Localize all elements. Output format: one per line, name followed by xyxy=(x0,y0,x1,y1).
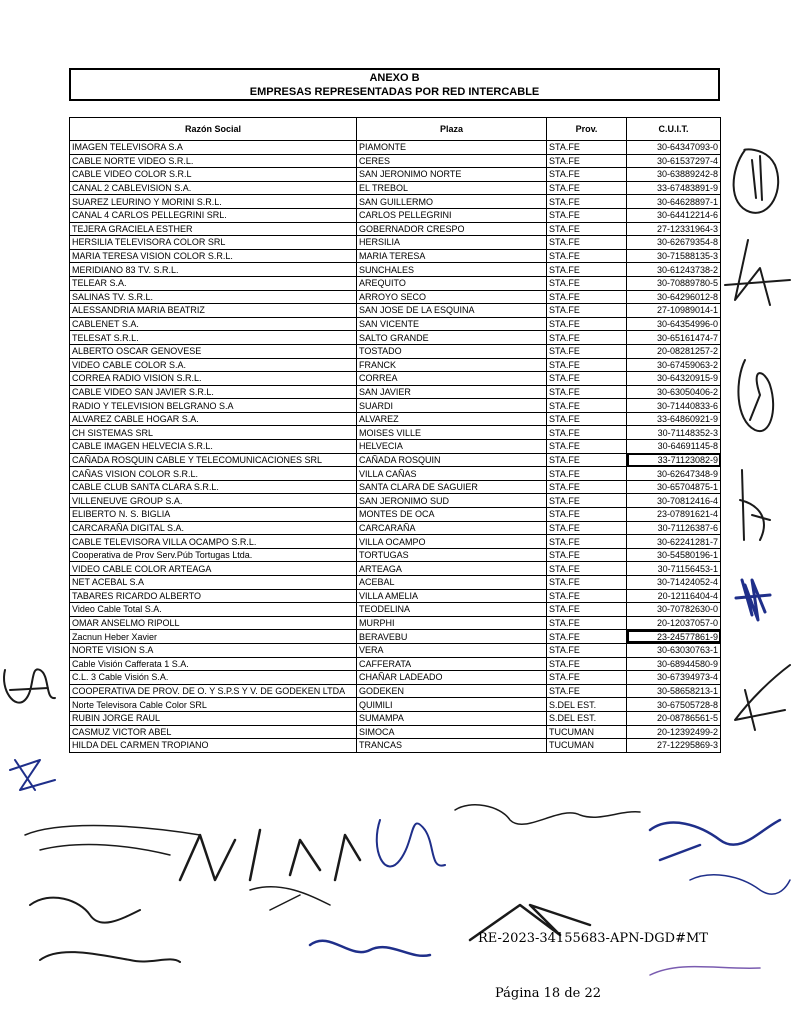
table-row xyxy=(70,548,721,562)
cell-plaza: CAFFERATA xyxy=(357,657,547,671)
table-row xyxy=(70,616,721,630)
cell-prov: STA.FE xyxy=(547,521,627,535)
table-row xyxy=(70,317,721,331)
header-prov: Prov. xyxy=(547,118,627,141)
cell-razon-social: COOPERATIVA DE PROV. DE O. Y S.P.S Y V. DE GODEKEN LTDA xyxy=(70,684,357,698)
cell-plaza: VILLA CAÑAS xyxy=(357,467,547,481)
cell-plaza: AREQUITO xyxy=(357,276,547,290)
cell-razon-social: CARCARAÑA DIGITAL S.A. xyxy=(70,521,357,535)
cell-prov: STA.FE xyxy=(547,412,627,426)
cell-cuit: 30-71148352-3 xyxy=(627,426,721,440)
cell-razon-social: NET ACEBAL S.A xyxy=(70,576,357,590)
cell-prov: STA.FE xyxy=(547,331,627,345)
cell-prov: STA.FE xyxy=(547,249,627,263)
cell-cuit: 30-64412214-6 xyxy=(627,208,721,222)
cell-plaza: CORREA xyxy=(357,372,547,386)
cell-cuit: 30-64347093-0 xyxy=(627,141,721,155)
cell-razon-social: MERIDIANO 83 TV. S.R.L. xyxy=(70,263,357,277)
cell-prov: STA.FE xyxy=(547,168,627,182)
cell-plaza: GOBERNADOR CRESPO xyxy=(357,222,547,236)
table-row xyxy=(70,521,721,535)
cell-prov: STA.FE xyxy=(547,317,627,331)
table-row xyxy=(70,698,721,712)
cell-plaza: CERES xyxy=(357,154,547,168)
cell-razon-social: ALBERTO OSCAR GENOVESE xyxy=(70,344,357,358)
cell-plaza: HELVECIA xyxy=(357,440,547,454)
header-cuit: C.U.I.T. xyxy=(627,118,721,141)
annex-title: ANEXO B xyxy=(369,72,420,84)
cell-cuit: 20-12037057-0 xyxy=(627,616,721,630)
cell-plaza: SALTO GRANDE xyxy=(357,331,547,345)
table-row xyxy=(70,290,721,304)
cell-prov: STA.FE xyxy=(547,399,627,413)
cell-prov: STA.FE xyxy=(547,684,627,698)
cell-razon-social: SUAREZ LEURINO Y MORINI S.R.L. xyxy=(70,195,357,209)
cell-cuit: 20-12392499-2 xyxy=(627,725,721,739)
cell-prov: STA.FE xyxy=(547,426,627,440)
table-row xyxy=(70,141,721,155)
cell-plaza: MONTES DE OCA xyxy=(357,508,547,522)
cell-prov: STA.FE xyxy=(547,657,627,671)
cell-razon-social: CABLE VIDEO SAN JAVIER S.R.L. xyxy=(70,385,357,399)
cell-prov: STA.FE xyxy=(547,385,627,399)
cell-plaza: SUNCHALES xyxy=(357,263,547,277)
cell-razon-social: ELIBERTO N. S. BIGLIA xyxy=(70,508,357,522)
cell-plaza: ACEBAL xyxy=(357,576,547,590)
cell-razon-social: TEJERA GRACIELA ESTHER xyxy=(70,222,357,236)
cell-prov: STA.FE xyxy=(547,453,627,467)
cell-cuit: 33-71123082-9 xyxy=(627,453,721,467)
table-row xyxy=(70,725,721,739)
cell-cuit: 30-62647348-9 xyxy=(627,467,721,481)
signature-bottom-6 xyxy=(30,898,140,923)
table-row xyxy=(70,467,721,481)
table-row xyxy=(70,480,721,494)
table-row xyxy=(70,440,721,454)
cell-prov: STA.FE xyxy=(547,141,627,155)
signature-bottom-2 xyxy=(180,830,360,880)
cell-prov: STA.FE xyxy=(547,154,627,168)
cell-prov: S.DEL EST. xyxy=(547,698,627,712)
cell-prov: STA.FE xyxy=(547,236,627,250)
cell-razon-social: VILLENEUVE GROUP S.A. xyxy=(70,494,357,508)
cell-razon-social: CAÑAS VISION COLOR S.R.L. xyxy=(70,467,357,481)
cell-prov: STA.FE xyxy=(547,603,627,617)
signature-bottom-7 xyxy=(40,952,180,962)
cell-prov: STA.FE xyxy=(547,372,627,386)
table-row xyxy=(70,657,721,671)
cell-prov: TUCUMAN xyxy=(547,739,627,753)
cell-razon-social: TABARES RICARDO ALBERTO xyxy=(70,589,357,603)
header-plaza: Plaza xyxy=(357,118,547,141)
cell-plaza: CAÑADA ROSQUIN xyxy=(357,453,547,467)
annex-subtitle: EMPRESAS REPRESENTADAS POR RED INTERCABLE xyxy=(249,86,540,98)
cell-razon-social: CANAL 4 CARLOS PELLEGRINI SRL. xyxy=(70,208,357,222)
cell-plaza: TRANCAS xyxy=(357,739,547,753)
cell-razon-social: MARIA TERESA VISION COLOR S.R.L. xyxy=(70,249,357,263)
cell-plaza: SAN JAVIER xyxy=(357,385,547,399)
cell-plaza: HERSILIA xyxy=(357,236,547,250)
table-row xyxy=(70,358,721,372)
cell-prov: STA.FE xyxy=(547,304,627,318)
cell-plaza: SUMAMPA xyxy=(357,711,547,725)
cell-prov: STA.FE xyxy=(547,576,627,590)
table-row xyxy=(70,236,721,250)
cell-plaza: TOSTADO xyxy=(357,344,547,358)
signature-bottom-12 xyxy=(650,967,760,975)
signature-bottom-5 xyxy=(650,820,780,860)
cell-cuit: 30-64691145-8 xyxy=(627,440,721,454)
cell-razon-social: ALESSANDRIA MARIA BEATRIZ xyxy=(70,304,357,318)
signature-bottom-4 xyxy=(455,805,640,824)
cell-cuit: 30-71156453-1 xyxy=(627,562,721,576)
cell-razon-social: CABLE CLUB SANTA CLARA S.R.L. xyxy=(70,480,357,494)
cell-plaza: BERAVEBU xyxy=(357,630,547,644)
cell-plaza: SANTA CLARA DE SAGUIER xyxy=(357,480,547,494)
cell-plaza: SAN JERONIMO NORTE xyxy=(357,168,547,182)
table-row xyxy=(70,508,721,522)
table-row xyxy=(70,331,721,345)
table-row xyxy=(70,643,721,657)
signature-right-2 xyxy=(725,240,790,305)
cell-razon-social: CABLE TELEVISORA VILLA OCAMPO S.R.L. xyxy=(70,535,357,549)
cell-prov: STA.FE xyxy=(547,671,627,685)
cell-plaza: VILLA AMELIA xyxy=(357,589,547,603)
table-row xyxy=(70,249,721,263)
table-row xyxy=(70,181,721,195)
document-id: RE-2023-34155683-APN-DGD#MT xyxy=(478,931,708,946)
cell-razon-social: CASMUZ VICTOR ABEL xyxy=(70,725,357,739)
cell-razon-social: OMAR ANSELMO RIPOLL xyxy=(70,616,357,630)
cell-plaza: SAN JERONIMO SUD xyxy=(357,494,547,508)
cell-prov: STA.FE xyxy=(547,208,627,222)
cell-cuit: 30-71588135-3 xyxy=(627,249,721,263)
cell-plaza: ARROYO SECO xyxy=(357,290,547,304)
cell-razon-social: CABLE NORTE VIDEO S.R.L. xyxy=(70,154,357,168)
cell-plaza: TEODELINA xyxy=(357,603,547,617)
cell-plaza: SAN GUILLERMO xyxy=(357,195,547,209)
cell-plaza: CARLOS PELLEGRINI xyxy=(357,208,547,222)
cell-razon-social: RADIO Y TELEVISION BELGRANO S.A xyxy=(70,399,357,413)
cell-plaza: ARTEAGA xyxy=(357,562,547,576)
cell-prov: STA.FE xyxy=(547,508,627,522)
signature-bottom-1 xyxy=(25,826,200,855)
cell-cuit: 30-64628897-1 xyxy=(627,195,721,209)
cell-cuit: 30-67394973-4 xyxy=(627,671,721,685)
cell-plaza: CARCARAÑA xyxy=(357,521,547,535)
cell-prov: STA.FE xyxy=(547,467,627,481)
cell-plaza: SAN JOSE DE LA ESQUINA xyxy=(357,304,547,318)
cell-razon-social: Cable Visión Cafferata 1 S.A. xyxy=(70,657,357,671)
cell-prov: STA.FE xyxy=(547,643,627,657)
table-row xyxy=(70,453,721,467)
cell-razon-social: SALINAS TV. S.R.L. xyxy=(70,290,357,304)
cell-plaza: TORTUGAS xyxy=(357,548,547,562)
signature-right-4 xyxy=(740,470,770,540)
cell-cuit: 30-70889780-5 xyxy=(627,276,721,290)
table-row xyxy=(70,603,721,617)
cell-razon-social: CAÑADA ROSQUIN CABLE Y TELECOMUNICACIONES SRL xyxy=(70,453,357,467)
cell-plaza: SAN VICENTE xyxy=(357,317,547,331)
cell-cuit: 30-68944580-9 xyxy=(627,657,721,671)
cell-cuit: 20-08786561-5 xyxy=(627,711,721,725)
cell-prov: STA.FE xyxy=(547,195,627,209)
cell-plaza: PIAMONTE xyxy=(357,141,547,155)
cell-cuit: 30-67505728-8 xyxy=(627,698,721,712)
cell-razon-social: NORTE VISION S.A xyxy=(70,643,357,657)
cell-cuit: 30-67459063-2 xyxy=(627,358,721,372)
cell-razon-social: Video Cable Total S.A. xyxy=(70,603,357,617)
cell-cuit: 30-63030763-1 xyxy=(627,643,721,657)
cell-prov: STA.FE xyxy=(547,480,627,494)
table-row xyxy=(70,739,721,753)
cell-plaza: CHAÑAR LADEADO xyxy=(357,671,547,685)
cell-cuit: 23-24577861-9 xyxy=(627,630,721,644)
cell-razon-social: VIDEO CABLE COLOR S.A. xyxy=(70,358,357,372)
cell-plaza: SUARDI xyxy=(357,399,547,413)
table-row xyxy=(70,263,721,277)
cell-razon-social: C.L. 3 Cable Visión S.A. xyxy=(70,671,357,685)
signature-right-6 xyxy=(735,665,790,730)
cell-prov: STA.FE xyxy=(547,263,627,277)
signature-right-1 xyxy=(734,149,779,212)
cell-prov: STA.FE xyxy=(547,616,627,630)
table-row xyxy=(70,168,721,182)
table-row xyxy=(70,372,721,386)
table-row xyxy=(70,684,721,698)
table-body xyxy=(70,141,721,753)
signature-bottom-3 xyxy=(377,820,445,866)
cell-razon-social: CH SISTEMAS SRL xyxy=(70,426,357,440)
cell-razon-social: CABLE VIDEO COLOR S.R.L xyxy=(70,168,357,182)
cell-cuit: 20-08281257-2 xyxy=(627,344,721,358)
table-row xyxy=(70,494,721,508)
cell-prov: STA.FE xyxy=(547,548,627,562)
cell-cuit: 33-64860921-9 xyxy=(627,412,721,426)
cell-prov: STA.FE xyxy=(547,290,627,304)
cell-razon-social: Cooperativa de Prov Serv.Púb Tortugas Ltda. xyxy=(70,548,357,562)
cell-cuit: 30-62679354-8 xyxy=(627,236,721,250)
cell-razon-social: HILDA DEL CARMEN TROPIANO xyxy=(70,739,357,753)
cell-plaza: VERA xyxy=(357,643,547,657)
table-row xyxy=(70,412,721,426)
cell-plaza: SIMOCA xyxy=(357,725,547,739)
cell-cuit: 30-70812416-4 xyxy=(627,494,721,508)
table-row xyxy=(70,562,721,576)
cell-plaza: MURPHI xyxy=(357,616,547,630)
cell-prov: STA.FE xyxy=(547,494,627,508)
signature-left-1 xyxy=(4,669,55,702)
cell-razon-social: CANAL 2 CABLEVISION S.A. xyxy=(70,181,357,195)
cell-razon-social: ALVAREZ CABLE HOGAR S.A. xyxy=(70,412,357,426)
cell-razon-social: HERSILIA TELEVISORA COLOR SRL xyxy=(70,236,357,250)
cell-prov: STA.FE xyxy=(547,535,627,549)
cell-cuit: 30-62241281-7 xyxy=(627,535,721,549)
table-row xyxy=(70,535,721,549)
cell-cuit: 30-63050406-2 xyxy=(627,385,721,399)
table-row xyxy=(70,208,721,222)
table-row xyxy=(70,711,721,725)
cell-cuit: 30-64354996-0 xyxy=(627,317,721,331)
companies-table xyxy=(69,117,721,753)
table-row xyxy=(70,426,721,440)
cell-razon-social: CORREA RADIO VISION S.R.L. xyxy=(70,372,357,386)
cell-prov: STA.FE xyxy=(547,222,627,236)
table-row xyxy=(70,399,721,413)
cell-prov: STA.FE xyxy=(547,440,627,454)
cell-cuit: 27-12331964-3 xyxy=(627,222,721,236)
cell-prov: STA.FE xyxy=(547,344,627,358)
cell-plaza: EL TREBOL xyxy=(357,181,547,195)
table-row xyxy=(70,385,721,399)
cell-razon-social: IMAGEN TELEVISORA S.A xyxy=(70,141,357,155)
table-header-row xyxy=(70,118,721,141)
cell-prov: STA.FE xyxy=(547,358,627,372)
cell-plaza: GODEKEN xyxy=(357,684,547,698)
cell-cuit: 33-67483891-9 xyxy=(627,181,721,195)
cell-cuit: 30-71126387-6 xyxy=(627,521,721,535)
cell-cuit: 27-12295869-3 xyxy=(627,739,721,753)
cell-razon-social: CABLE IMAGEN HELVECIA S.R.L. xyxy=(70,440,357,454)
signature-right-5 xyxy=(736,580,770,620)
cell-razon-social: Norte Televisora Cable Color SRL xyxy=(70,698,357,712)
cell-cuit: 30-70782630-0 xyxy=(627,603,721,617)
table-row xyxy=(70,222,721,236)
cell-plaza: VILLA OCAMPO xyxy=(357,535,547,549)
cell-cuit: 30-64296012-8 xyxy=(627,290,721,304)
signature-left-2 xyxy=(10,760,55,790)
cell-cuit: 20-12116404-4 xyxy=(627,589,721,603)
cell-cuit: 30-71440833-6 xyxy=(627,399,721,413)
table-row xyxy=(70,195,721,209)
cell-prov: STA.FE xyxy=(547,276,627,290)
cell-plaza: MOISES VILLE xyxy=(357,426,547,440)
cell-razon-social: Zacnun Heber Xavier xyxy=(70,630,357,644)
cell-prov: STA.FE xyxy=(547,589,627,603)
cell-plaza: QUIMILI xyxy=(357,698,547,712)
cell-razon-social: CABLENET S.A. xyxy=(70,317,357,331)
cell-razon-social: VIDEO CABLE COLOR ARTEAGA xyxy=(70,562,357,576)
cell-cuit: 30-71424052-4 xyxy=(627,576,721,590)
signature-bottom-8 xyxy=(250,887,330,910)
table-row xyxy=(70,589,721,603)
signature-bottom-9 xyxy=(310,941,430,956)
cell-cuit: 30-63889242-8 xyxy=(627,168,721,182)
cell-cuit: 30-58658213-1 xyxy=(627,684,721,698)
cell-cuit: 30-65704875-1 xyxy=(627,480,721,494)
table-row xyxy=(70,576,721,590)
cell-cuit: 27-10989014-1 xyxy=(627,304,721,318)
table-row xyxy=(70,344,721,358)
page-number: Página 18 de 22 xyxy=(495,986,602,1001)
cell-cuit: 30-54580196-1 xyxy=(627,548,721,562)
cell-prov: STA.FE xyxy=(547,181,627,195)
cell-razon-social: TELESAT S.R.L. xyxy=(70,331,357,345)
table-row xyxy=(70,630,721,644)
cell-plaza: ALVAREZ xyxy=(357,412,547,426)
cell-plaza: MARIA TERESA xyxy=(357,249,547,263)
cell-cuit: 30-65161474-7 xyxy=(627,331,721,345)
cell-prov: S.DEL EST. xyxy=(547,711,627,725)
cell-prov: STA.FE xyxy=(547,630,627,644)
signature-right-3 xyxy=(738,360,773,431)
signature-bottom-11 xyxy=(690,875,790,894)
table-row xyxy=(70,304,721,318)
annex-title-box xyxy=(69,68,720,101)
cell-cuit: 30-61537297-4 xyxy=(627,154,721,168)
table-row xyxy=(70,671,721,685)
cell-plaza: FRANCK xyxy=(357,358,547,372)
cell-cuit: 23-07891621-4 xyxy=(627,508,721,522)
table-row xyxy=(70,154,721,168)
cell-cuit: 30-64320915-9 xyxy=(627,372,721,386)
table-row xyxy=(70,276,721,290)
cell-prov: STA.FE xyxy=(547,562,627,576)
cell-prov: TUCUMAN xyxy=(547,725,627,739)
cell-razon-social: RUBIN JORGE RAUL xyxy=(70,711,357,725)
cell-cuit: 30-61243738-2 xyxy=(627,263,721,277)
cell-razon-social: TELEAR S.A. xyxy=(70,276,357,290)
header-razon-social: Razón Social xyxy=(70,118,357,141)
